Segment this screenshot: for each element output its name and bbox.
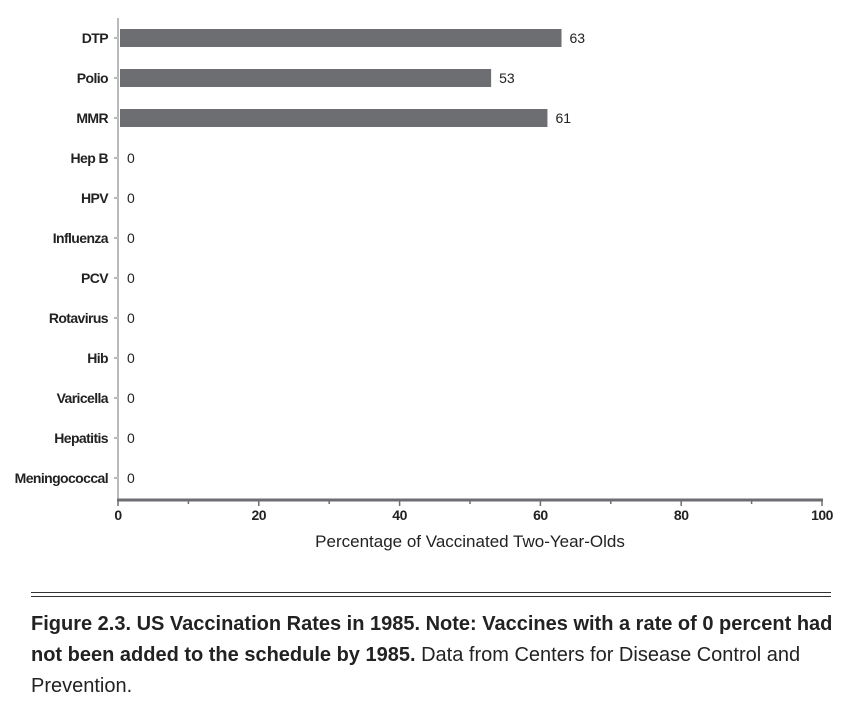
category-label: MMR [76,110,108,126]
value-label: 0 [127,350,135,366]
caption-normal: Data from Centers for Disease Control and Prevention. [31,644,801,697]
value-label: 0 [127,270,135,286]
category-labels-group [15,30,110,486]
x-tick-label: 60 [533,507,548,523]
category-label: Rotavirus [48,310,108,326]
x-tick-label: 20 [251,507,267,523]
category-label: DTP [81,30,108,46]
figure-caption [31,609,836,702]
x-tick-label: 0 [114,507,122,523]
value-labels-group [127,30,585,486]
value-label: 61 [555,110,572,126]
category-label: Varicella [56,390,108,406]
category-label: Meningococcal [14,470,108,486]
value-label: 53 [499,70,515,86]
bar [120,29,562,47]
category-label: Polio [76,70,108,86]
caption-rule-bottom [31,596,831,597]
value-label: 63 [569,30,586,46]
value-label: 0 [127,310,135,326]
x-tick-label: 40 [392,507,407,523]
category-label: Hib [87,350,108,366]
bar [120,69,491,87]
category-label: Hepatitis [54,430,108,446]
x-tick-label: 100 [811,507,833,523]
caption-bold: Figure 2.3. US Vaccination Rates in 1985. Note: Vaccines with a rate of 0 percent had not been added to the schedule by 1985. [31,613,833,666]
category-label: PCV [81,270,108,286]
category-label: Hep B [70,150,108,166]
value-label: 0 [127,430,135,446]
value-label: 0 [127,470,135,486]
bar [120,109,547,127]
value-label: 0 [127,230,135,246]
caption-rule-top [31,592,831,593]
value-label: 0 [127,390,135,406]
value-label: 0 [127,150,135,166]
x-axis-title: Percentage of Vaccinated Two-Year-Olds [315,532,625,551]
value-label: 0 [127,190,135,206]
x-tick-label: 80 [673,507,689,523]
category-label: Influenza [52,230,108,246]
bars-group [120,29,562,127]
category-label: HPV [81,190,108,206]
axes-group [114,18,834,523]
